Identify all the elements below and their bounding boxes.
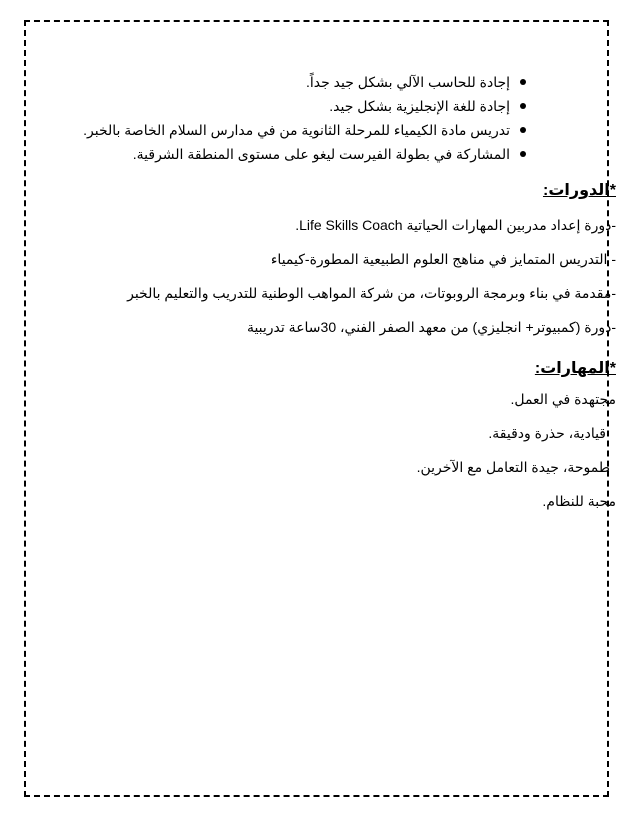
skill-item: مجتهدة في العمل. [510, 391, 616, 407]
skill-item: طموحة، جيدة التعامل مع الآخرين. [416, 459, 610, 475]
courses-heading: *الدورات: [542, 182, 616, 199]
course-item: - التدريس المتمايز في مناهج العلوم الطبيعية المطورة-كيمياء [270, 251, 616, 267]
skills-heading: *المهارات: [534, 360, 616, 377]
skill-item: محبة للنظام. [542, 493, 616, 509]
document-content [20, 50, 616, 518]
list-item: المشاركة في بطولة الفيرست ليغو على مستوى المنطقة الشرقية. [20, 142, 528, 166]
courses-list [20, 208, 616, 344]
skills-list [20, 382, 616, 518]
list-item: إجادة للغة الإنجليزية بشكل جيد. [20, 94, 528, 118]
qualifications-list [20, 70, 528, 166]
list-item: تدريس مادة الكيمياء للمرحلة الثانوية من في مدارس السلام الخاصة بالخبر. [20, 118, 528, 142]
course-item: -دورة (كمبيوتر+ انجليزي) من معهد الصفر الفني، 30ساعة تدريبية [246, 319, 616, 335]
course-item: -مقدمة في بناء وبرمجة الروبوتات، من شركة المواهب الوطنية للتدريب والتعليم بالخبر [127, 285, 616, 301]
list-item: إجادة للحاسب الآلي بشكل جيد جداً. [20, 70, 528, 94]
skill-item: قيادية، حذرة ودقيقة. [488, 425, 606, 441]
course-item: -دورة إعداد مدربين المهارات الحياتية Life Skills Coach. [295, 217, 616, 233]
